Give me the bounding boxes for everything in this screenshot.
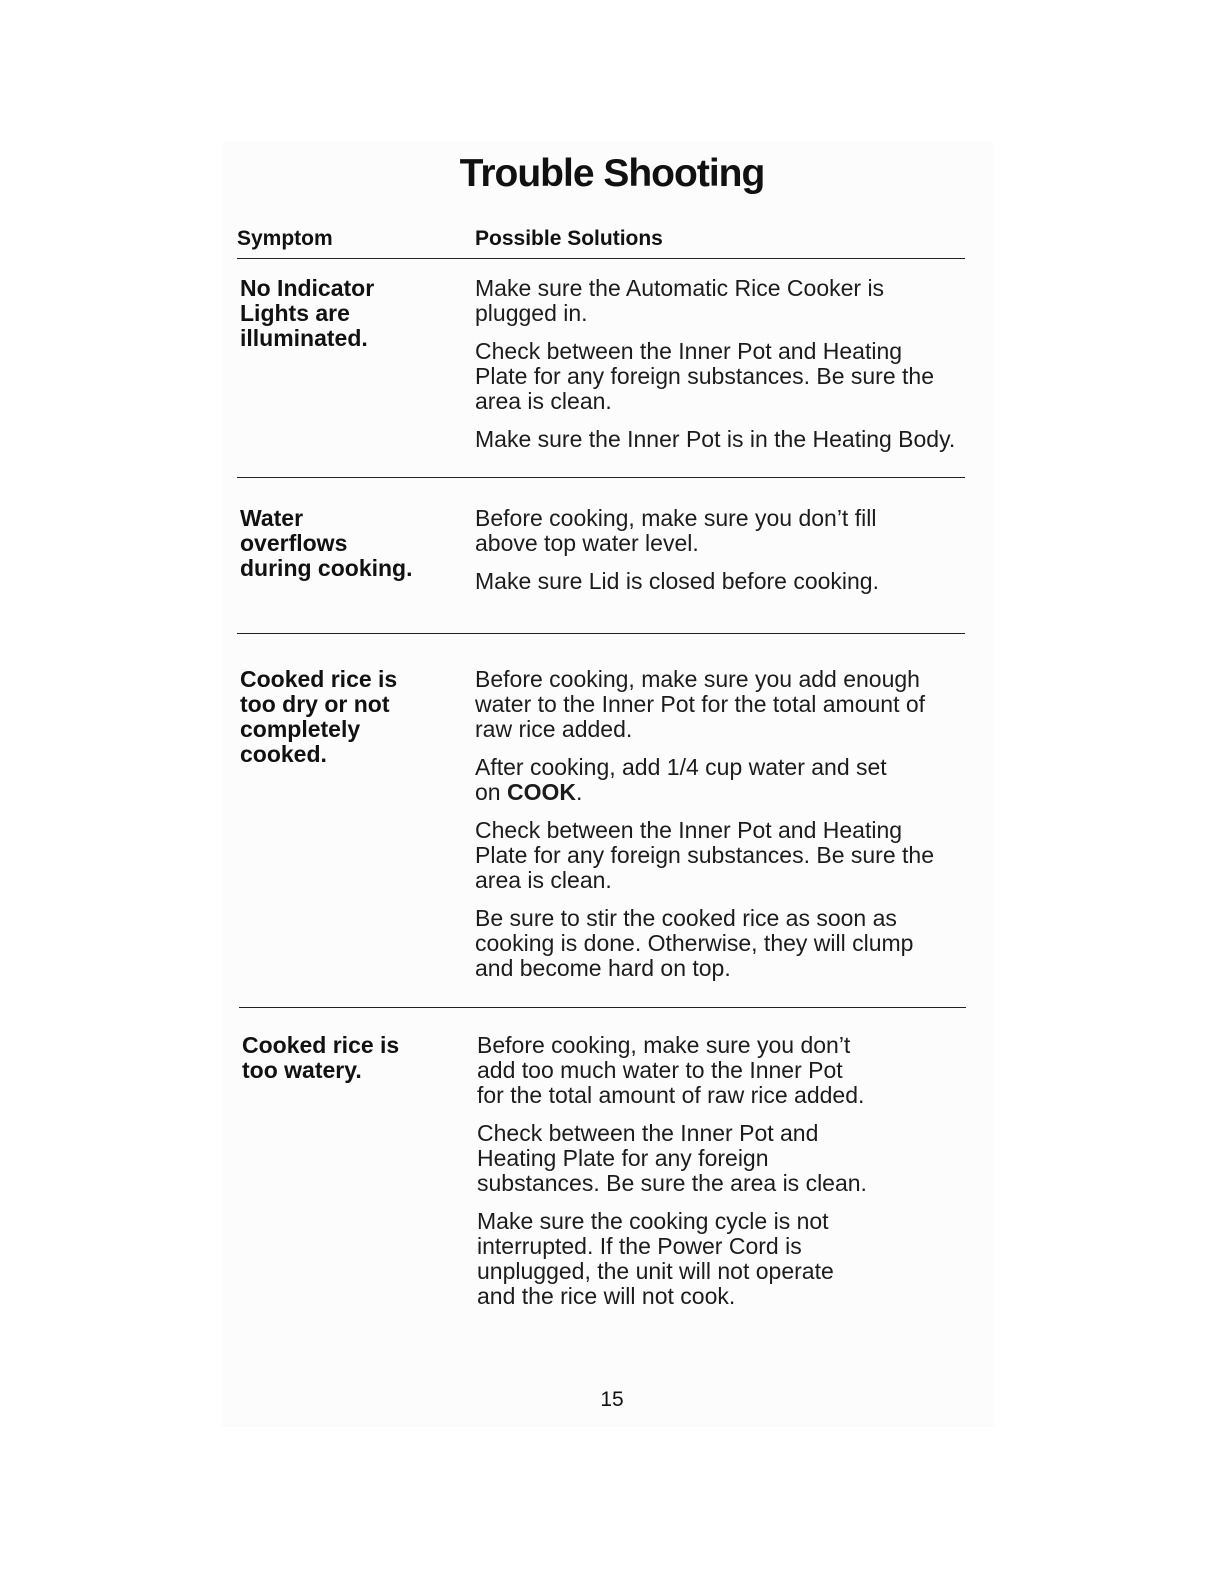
solutions-no-indicator-lights [475,276,995,465]
page-number: 15 [600,1388,624,1411]
solutions-water-overflows [475,506,995,607]
row-divider [237,477,965,478]
solution-item: After cooking, add 1/4 cup water and set on COOK. [475,754,887,805]
solution-item: Be sure to stir the cooked rice as soon as cooking is done. Otherwise, they will clump and become hard on top. [475,905,914,981]
solution-item: Before cooking, make sure you don’t fill above top water level. [475,505,877,556]
symptom-column-header: Symptom [237,227,333,250]
symptom-water-overflows: Water overflows during cooking. [240,505,413,581]
solution-item: Before cooking, make sure you don’t add too much water to the Inner Pot for the total amount of raw rice added. [477,1032,865,1108]
solution-item: Check between the Inner Pot and Heating Plate for any foreign substances. Be sure the area is clean. [475,817,934,893]
symptom-no-indicator-lights: No Indicator Lights are illuminated. [240,275,375,351]
cook-setting-label: COOK [506,779,576,805]
row-divider [237,633,965,634]
solution-item: Before cooking, make sure you add enough water to the Inner Pot for the total amount of raw rice added. [475,666,926,742]
solution-item: Make sure Lid is closed before cooking. [475,568,879,594]
solutions-column-header: Possible Solutions [475,227,663,250]
solution-item: Make sure the cooking cycle is not interrupted. If the Power Cord is unplugged, the unit will not operate and the rice will not cook. [477,1208,834,1309]
solution-item: Check between the Inner Pot and Heating Plate for any foreign substances. Be sure the area is clean. [475,338,934,414]
solutions-rice-too-dry [475,667,995,994]
header-divider [237,258,965,259]
row-divider [239,1007,966,1008]
symptom-rice-too-watery: Cooked rice is too watery. [242,1032,400,1083]
symptom-rice-too-dry: Cooked rice is too dry or not completely cooked. [240,666,398,767]
solutions-rice-too-watery [477,1033,997,1322]
solution-item: Check between the Inner Pot and Heating Plate for any foreign substances. Be sure the area is clean. [477,1120,867,1196]
solution-item: Make sure the Automatic Rice Cooker is plugged in. [475,275,885,326]
solution-item: Make sure the Inner Pot is in the Heating Body. [475,426,956,452]
page-title: Trouble Shooting [459,152,765,195]
